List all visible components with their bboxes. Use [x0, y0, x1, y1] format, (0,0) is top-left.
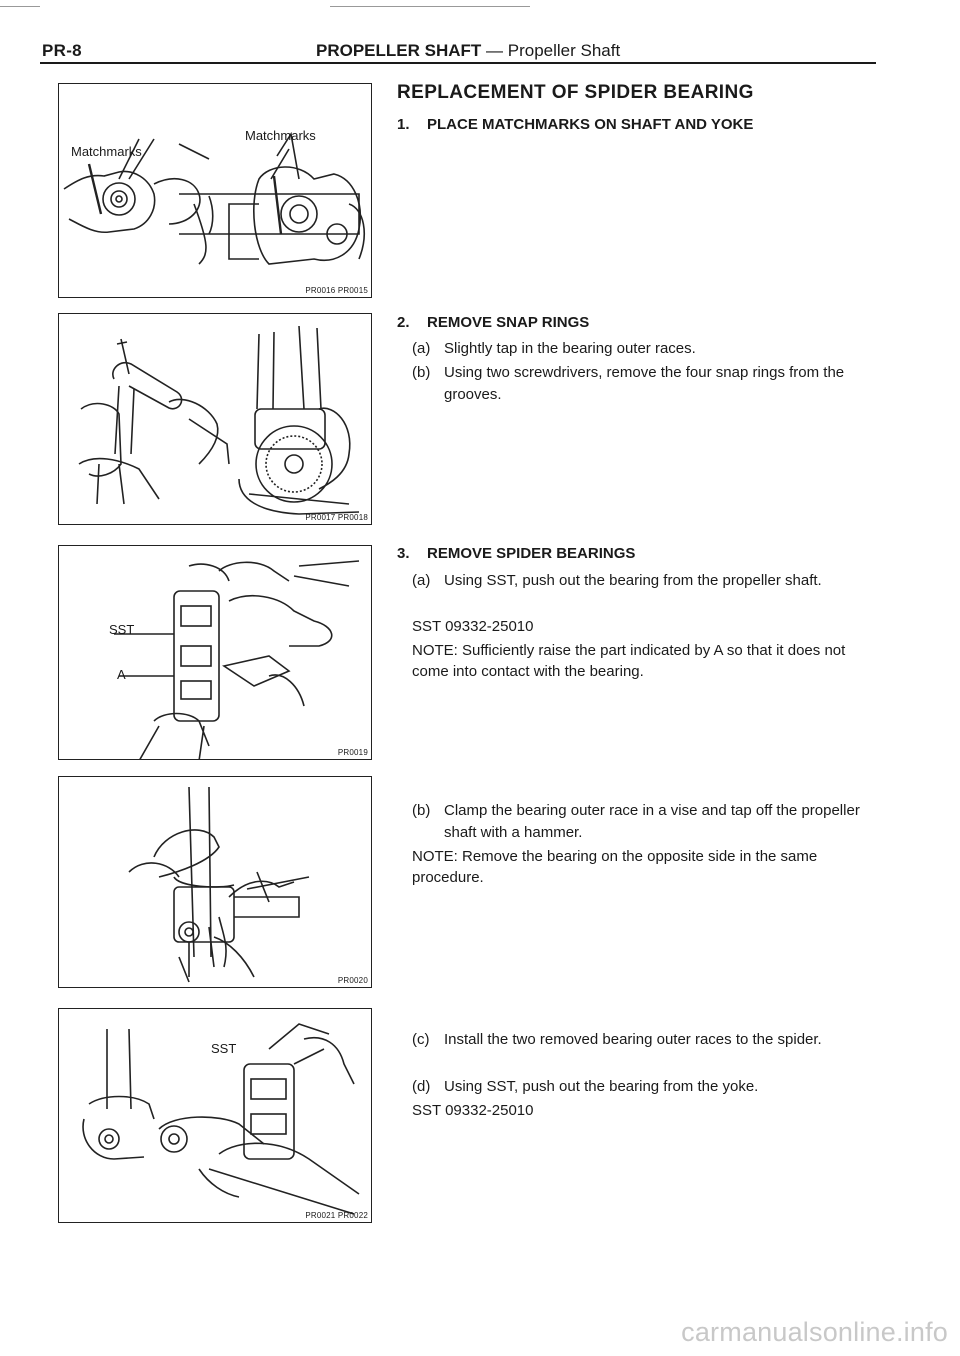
- figure-sst-push-shaft: [58, 545, 372, 760]
- callout-a: A: [117, 667, 126, 682]
- note-opposite-side: NOTE: Remove the bearing on the opposite side in the same procedure.: [412, 848, 818, 886]
- page-number: PR-8: [42, 41, 82, 60]
- step-3c: [412, 1029, 882, 1051]
- step-title: PLACE MATCHMARKS ON SHAFT AND YOKE: [427, 116, 754, 133]
- step-number: 1.: [397, 116, 410, 133]
- figure-code: PR0017 PR0018: [305, 513, 368, 522]
- figure-matchmarks: [58, 83, 372, 298]
- step-3a: [412, 570, 882, 592]
- step-2b: [412, 362, 882, 406]
- figure-snap-rings: [58, 313, 372, 525]
- scan-line: [0, 6, 40, 7]
- sub-label: (d): [412, 1078, 431, 1095]
- figure-sst-push-yoke: [58, 1008, 372, 1223]
- sst-number: SST 09332-25010: [412, 618, 534, 635]
- running-header: [316, 41, 620, 61]
- sub-text: Clamp the bearing outer race in a vise and tap off the propeller shaft with a hammer.: [444, 802, 860, 841]
- scan-line: [330, 6, 530, 7]
- callout-sst: SST: [211, 1041, 237, 1056]
- step-title: REMOVE SPIDER BEARINGS: [427, 545, 636, 562]
- step-3-heading: [397, 545, 635, 562]
- note-raise-part-a: NOTE: Sufficiently raise the part indicated by A so that it does not come into contact with the bearing.: [412, 642, 846, 680]
- step-1-heading: [397, 116, 753, 133]
- sub-label: (a): [412, 340, 431, 357]
- figure-code: PR0020: [337, 976, 368, 985]
- section-title: PROPELLER SHAFT: [316, 41, 482, 60]
- sst-number: SST 09332-25010: [412, 1102, 534, 1119]
- sub-label: (b): [412, 802, 431, 819]
- step-3d: [412, 1076, 882, 1098]
- figure-code: PR0021 PR0022: [305, 1211, 368, 1220]
- sub-text: Using SST, push out the bearing from the propeller shaft.: [444, 572, 822, 589]
- step-title: REMOVE SNAP RINGS: [427, 314, 590, 331]
- sst-press-illustration: [59, 546, 372, 760]
- callout-sst: SST: [109, 622, 135, 637]
- subsection-title: — Propeller Shaft: [481, 41, 621, 60]
- figure-code: PR0016 PR0015: [305, 286, 368, 295]
- step-number: 2.: [397, 314, 410, 331]
- sub-text: Slightly tap in the bearing outer races.: [444, 340, 696, 357]
- snap-rings-illustration: [59, 314, 372, 525]
- matchmarks-illustration: [59, 84, 372, 298]
- sub-text: Using two screwdrivers, remove the four snap rings from the grooves.: [444, 364, 845, 403]
- sub-text: Install the two removed bearing outer races to the spider.: [444, 1031, 822, 1048]
- sub-label: (c): [412, 1031, 430, 1048]
- vise-hammer-illustration: [59, 777, 372, 988]
- step-2a: [412, 338, 882, 360]
- callout-matchmarks-left: Matchmarks: [71, 144, 142, 159]
- step-number: 3.: [397, 545, 410, 562]
- sub-text: Using SST, push out the bearing from the yoke.: [444, 1078, 759, 1095]
- step-2-heading: [397, 314, 589, 331]
- watermark: carmanualsonline.info: [681, 1317, 948, 1347]
- callout-matchmarks-right: Matchmarks: [245, 128, 316, 143]
- header-rule: [40, 62, 876, 64]
- figure-vise-hammer: [58, 776, 372, 988]
- sub-label: (b): [412, 364, 431, 381]
- sub-label: (a): [412, 572, 431, 589]
- step-3b: [412, 800, 882, 844]
- figure-code: PR0019: [337, 748, 368, 757]
- section-heading: REPLACEMENT OF SPIDER BEARING: [397, 82, 754, 103]
